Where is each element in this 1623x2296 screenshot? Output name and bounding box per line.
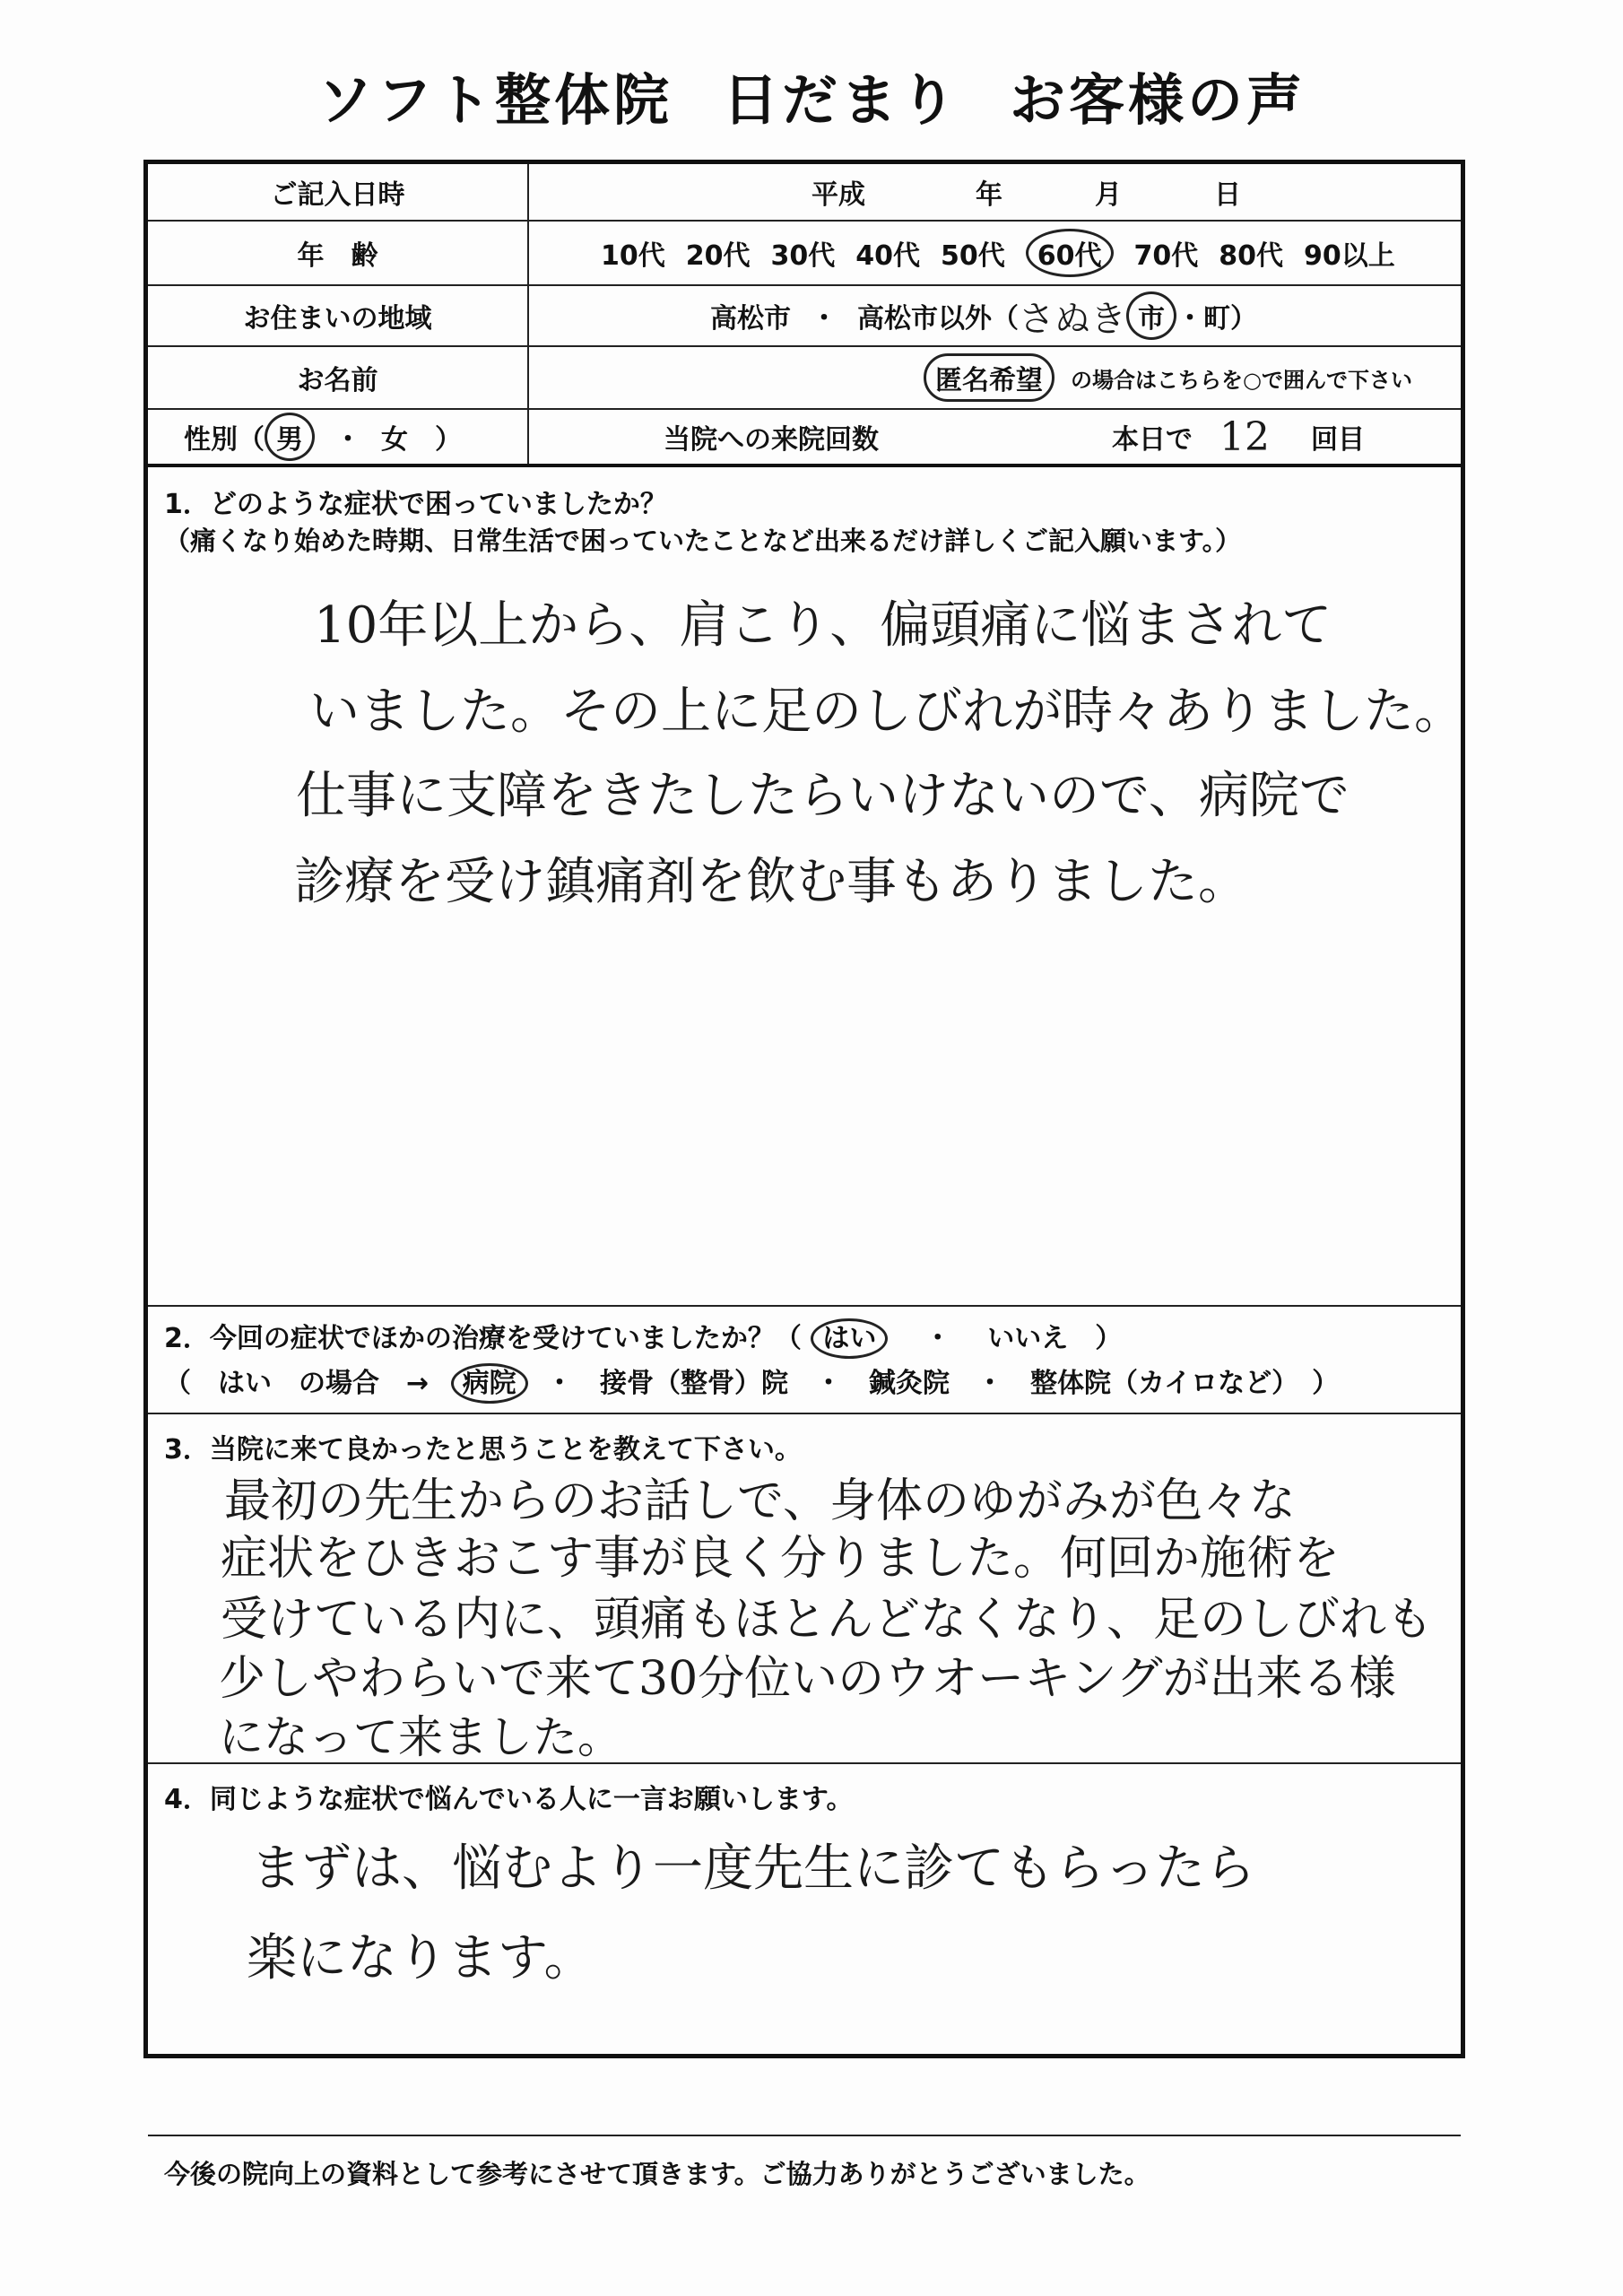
- q3-answer-line: になって来ました。: [219, 1711, 622, 1763]
- q4-question: 4．同じような症状で悩んでいる人に一言お願いします。: [164, 1784, 854, 1815]
- date-era: 平成: [812, 179, 865, 211]
- q1-instructions: （痛くなり始めた時期、日常生活で困っていたことなど出来るだけ詳しくご記入願います。）: [164, 526, 1242, 556]
- visits-today-label: 本日で: [1112, 424, 1193, 456]
- q3-answer-line: 最初の先生からのお話しで、身体のゆがみが色々な: [224, 1474, 1296, 1528]
- age-option: 40代: [855, 240, 920, 272]
- age-options: [529, 222, 1461, 284]
- title-clinic-subname: 日だまり: [722, 67, 959, 133]
- row-age: [148, 222, 1461, 286]
- area-value: [529, 286, 1461, 345]
- q2-hospital-circled: 病院: [451, 1363, 528, 1404]
- visits-field: [529, 410, 1461, 464]
- q2-question: [164, 1316, 1122, 1355]
- q2-separator: ・: [924, 1323, 951, 1354]
- date-year: 年: [976, 179, 1002, 211]
- date-label: ご記入日時: [148, 164, 529, 220]
- date-day: 日: [1214, 179, 1241, 211]
- section-q4: [148, 1764, 1461, 2136]
- age-option: 50代: [941, 240, 1005, 272]
- q2-no: いいえ ）: [987, 1323, 1123, 1354]
- q1-answer-line: 仕事に支障をきたしたらいけないので、病院で: [296, 767, 1350, 825]
- q3-answer-line: 少しやわらいで来て30分位いのウオーキングが出来る様: [219, 1652, 1396, 1706]
- row-date: [148, 164, 1461, 222]
- gender-female: 女: [381, 424, 408, 456]
- area-city-suffix-circled: 市: [1126, 291, 1176, 340]
- q1-answer-line: いました。その上に足のしびれが時々ありました。: [309, 683, 1464, 741]
- area-takamatsu: 高松市: [710, 303, 791, 335]
- section-q1: [148, 467, 1464, 1307]
- area-town: ・町）: [1176, 303, 1257, 335]
- age-option: 10代: [601, 240, 665, 272]
- area-separator: ・: [811, 303, 838, 335]
- visits-suffix: 回目: [1311, 424, 1365, 456]
- name-label: お名前: [148, 347, 529, 408]
- gender-open: 性別（: [184, 424, 265, 456]
- age-label: 年 齢: [148, 222, 529, 284]
- row-area: [148, 286, 1461, 347]
- q2-other-options: ・ 接骨（整骨）院 ・ 鍼灸院 ・ 整体院（カイロなど） ）: [546, 1368, 1340, 1399]
- q3-answer-line: 症状をひきおこす事が良く分りました。何回か施術を: [221, 1532, 1341, 1586]
- survey-form: [143, 160, 1465, 2189]
- q1-answer-line: 診療を受け鎮痛剤を飲む事もありました。: [294, 853, 1248, 911]
- name-value: [529, 347, 1461, 408]
- q1-answer-line: 10年以上から、肩こり、偏頭痛に悩まされて: [314, 596, 1332, 655]
- age-option-selected: 60代: [1026, 229, 1114, 277]
- row-gender-visits: [148, 410, 1461, 467]
- footer-thanks: 今後の院向上の資料として参考にさせて頂きます。ご協力ありがとうございました。: [164, 2159, 1150, 2189]
- q4-answer-line: まずは、悩むより一度先生に診てもらったら: [251, 1839, 1255, 1898]
- gender-field: [148, 410, 529, 464]
- area-label: お住まいの地域: [148, 286, 529, 345]
- page-title: [0, 56, 1623, 135]
- area-outside: 高松市以外（: [857, 303, 1019, 335]
- anonymous-note: の場合はこちらを○で囲んで下さい: [1071, 367, 1412, 393]
- q4-answer-line: 楽になります。: [247, 1929, 595, 1987]
- q2-yes-circled: はい: [811, 1318, 888, 1359]
- age-option: 20代: [685, 240, 751, 272]
- gender-close: ）: [435, 424, 462, 456]
- title-voice: お客様の声: [1010, 67, 1306, 133]
- date-value: [529, 164, 1461, 220]
- gender-separator: ・: [334, 424, 361, 456]
- date-month: 月: [1095, 179, 1122, 211]
- form-footer: [148, 2136, 1461, 2217]
- q1-question: 1．どのような症状で困っていましたか？: [164, 489, 667, 520]
- gender-male-circled: 男: [265, 413, 315, 461]
- q2-followup: [164, 1361, 1339, 1400]
- section-q3: [148, 1414, 1461, 1764]
- anonymous-checkbox: 匿名希望: [924, 353, 1055, 402]
- visits-label: 当院への来院回数: [664, 424, 879, 456]
- area-city-handwritten: さぬき: [1019, 298, 1126, 340]
- q3-answer-line: 受けている内に、頭痛もほとんどなくなり、足のしびれも: [221, 1593, 1434, 1647]
- q2-followup-open: （ はい の場合 →: [164, 1368, 430, 1399]
- visits-count-handwritten: 12: [1219, 413, 1270, 460]
- age-option: 30代: [770, 240, 836, 272]
- title-clinic-name: ソフト整体院: [317, 67, 673, 133]
- q3-question: 3．当院に来て良かったと思うことを教えて下さい。: [164, 1434, 802, 1465]
- row-name: [148, 347, 1461, 410]
- age-option: 80代: [1219, 240, 1283, 272]
- age-option: 70代: [1133, 240, 1199, 272]
- age-option: 90以上: [1304, 240, 1395, 272]
- q2-question-text: 2．今回の症状でほかの治療を受けていましたか？（: [164, 1323, 802, 1354]
- section-q2: [148, 1307, 1461, 1414]
